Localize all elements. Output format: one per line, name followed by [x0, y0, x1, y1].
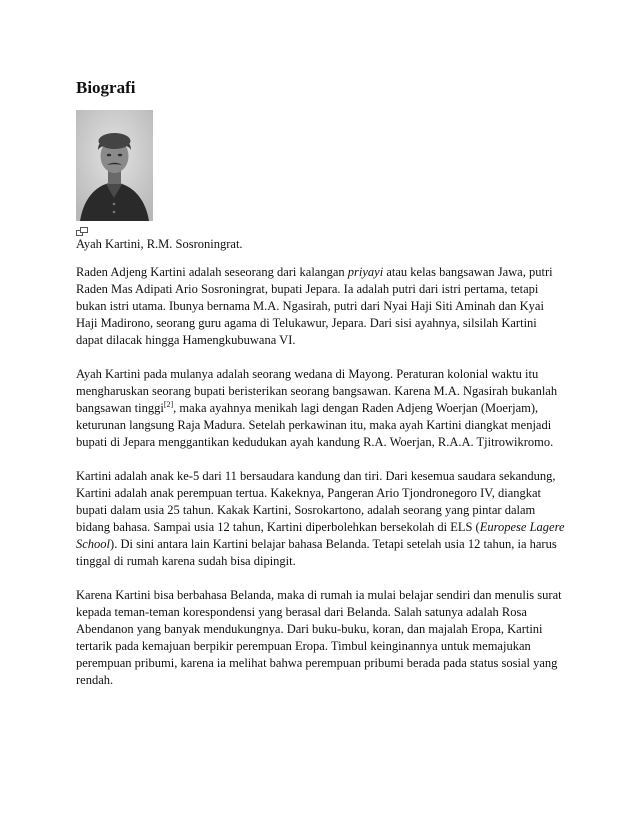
- page-title: Biografi: [76, 78, 136, 97]
- els-term: Europese Lagere School: [76, 520, 565, 551]
- paragraph-2: [76, 366, 566, 451]
- image-caption: Ayah Kartini, R.M. Sosroningrat.: [76, 237, 243, 251]
- paragraph-1: [76, 264, 566, 349]
- paragraph-1-text-c: atau kelas bangsawan Jawa, putri Raden Mas Adipati Ario Sosroningrat, bupati Jepara. Ia adalah putri dari istri pertama, tetapi bukan istri utama. Ibunya bernama M.A. Ngasirah, putri dari Nyai Haji Siti Aminah dan Kyai Haji Madirono, seorang guru agama di Telukawur, Jepara. Dari sisi ayahnya, silsilah Kartini dapat dilacak hingga Hamengkubuwana VI.: [76, 265, 553, 347]
- paragraph-3-text-c: ). Di sini antara lain Kartini belajar bahasa Belanda. Tetapi setelah usia 12 tahun, ia harus tinggal di rumah karena sudah bisa dipingit.: [76, 537, 557, 568]
- paragraph-2-text-a: Ayah Kartini pada mulanya adalah seorang wedana di Mayong. Peraturan kolonial waktu itu mengharuskan seorang bupati beristerikan seorang bangsawan. Karena M.A. Ngasirah bukanlah bangsawan tinggi: [76, 367, 558, 415]
- paragraph-3-text-a: Kartini adalah anak ke-5 dari 11 bersaudara kandung dan tiri. Dari kesemua saudara sekandung, Kartini adalah anak perempuan tertua. Kakeknya, Pangeran Ario Tjondronegoro IV, diangkat bupati dalam usia 25 tahun. Kakak Kartini, Sosrokartono, adalah seorang yang pintar dalam bidang bahasa. Sampai usia 12 tahun, Kartini diperbolehkan bersekolah di ELS (: [76, 469, 556, 534]
- paragraph-1-text-a: Raden Adjeng Kartini adalah seseorang dari kalangan: [76, 265, 348, 279]
- paragraph-4: Karena Kartini bisa berbahasa Belanda, maka di rumah ia mulai belajar sendiri dan menulis surat kepada teman-teman korespondensi yang berasal dari Belanda. Salah satunya adalah Rosa Abendanon yang banyak mendukungnya. Dari buku-buku, koran, dan majalah Eropa, Kartini tertarik pada kemajuan berpikir perempuan Eropa. Timbul keinginannya untuk memajukan perempuan pribumi, karena ia melihat bahwa perempuan pribumi berada pada status sosial yang rendah.: [76, 588, 562, 687]
- portrait-image[interactable]: [76, 110, 153, 221]
- footnote-ref-2[interactable]: [2]: [163, 399, 174, 409]
- enlarge-icon[interactable]: [76, 227, 88, 236]
- paragraph-3: [76, 468, 566, 570]
- portrait-photo: [76, 110, 153, 221]
- article-body: [76, 264, 566, 706]
- priyayi-term: priyayi: [347, 265, 384, 279]
- paragraph-2-text-b: , maka ayahnya menikah lagi dengan Raden Adjeng Woerjan (Moerjam), keturunan langsung Raja Madura. Setelah perkawinan itu, maka ayah Kartini diangkat menjadi bupati di Jepara menggantikan kedudukan ayah kandung R.A. Woerjan, R.A.A. Tjitrowikromo.: [76, 401, 554, 449]
